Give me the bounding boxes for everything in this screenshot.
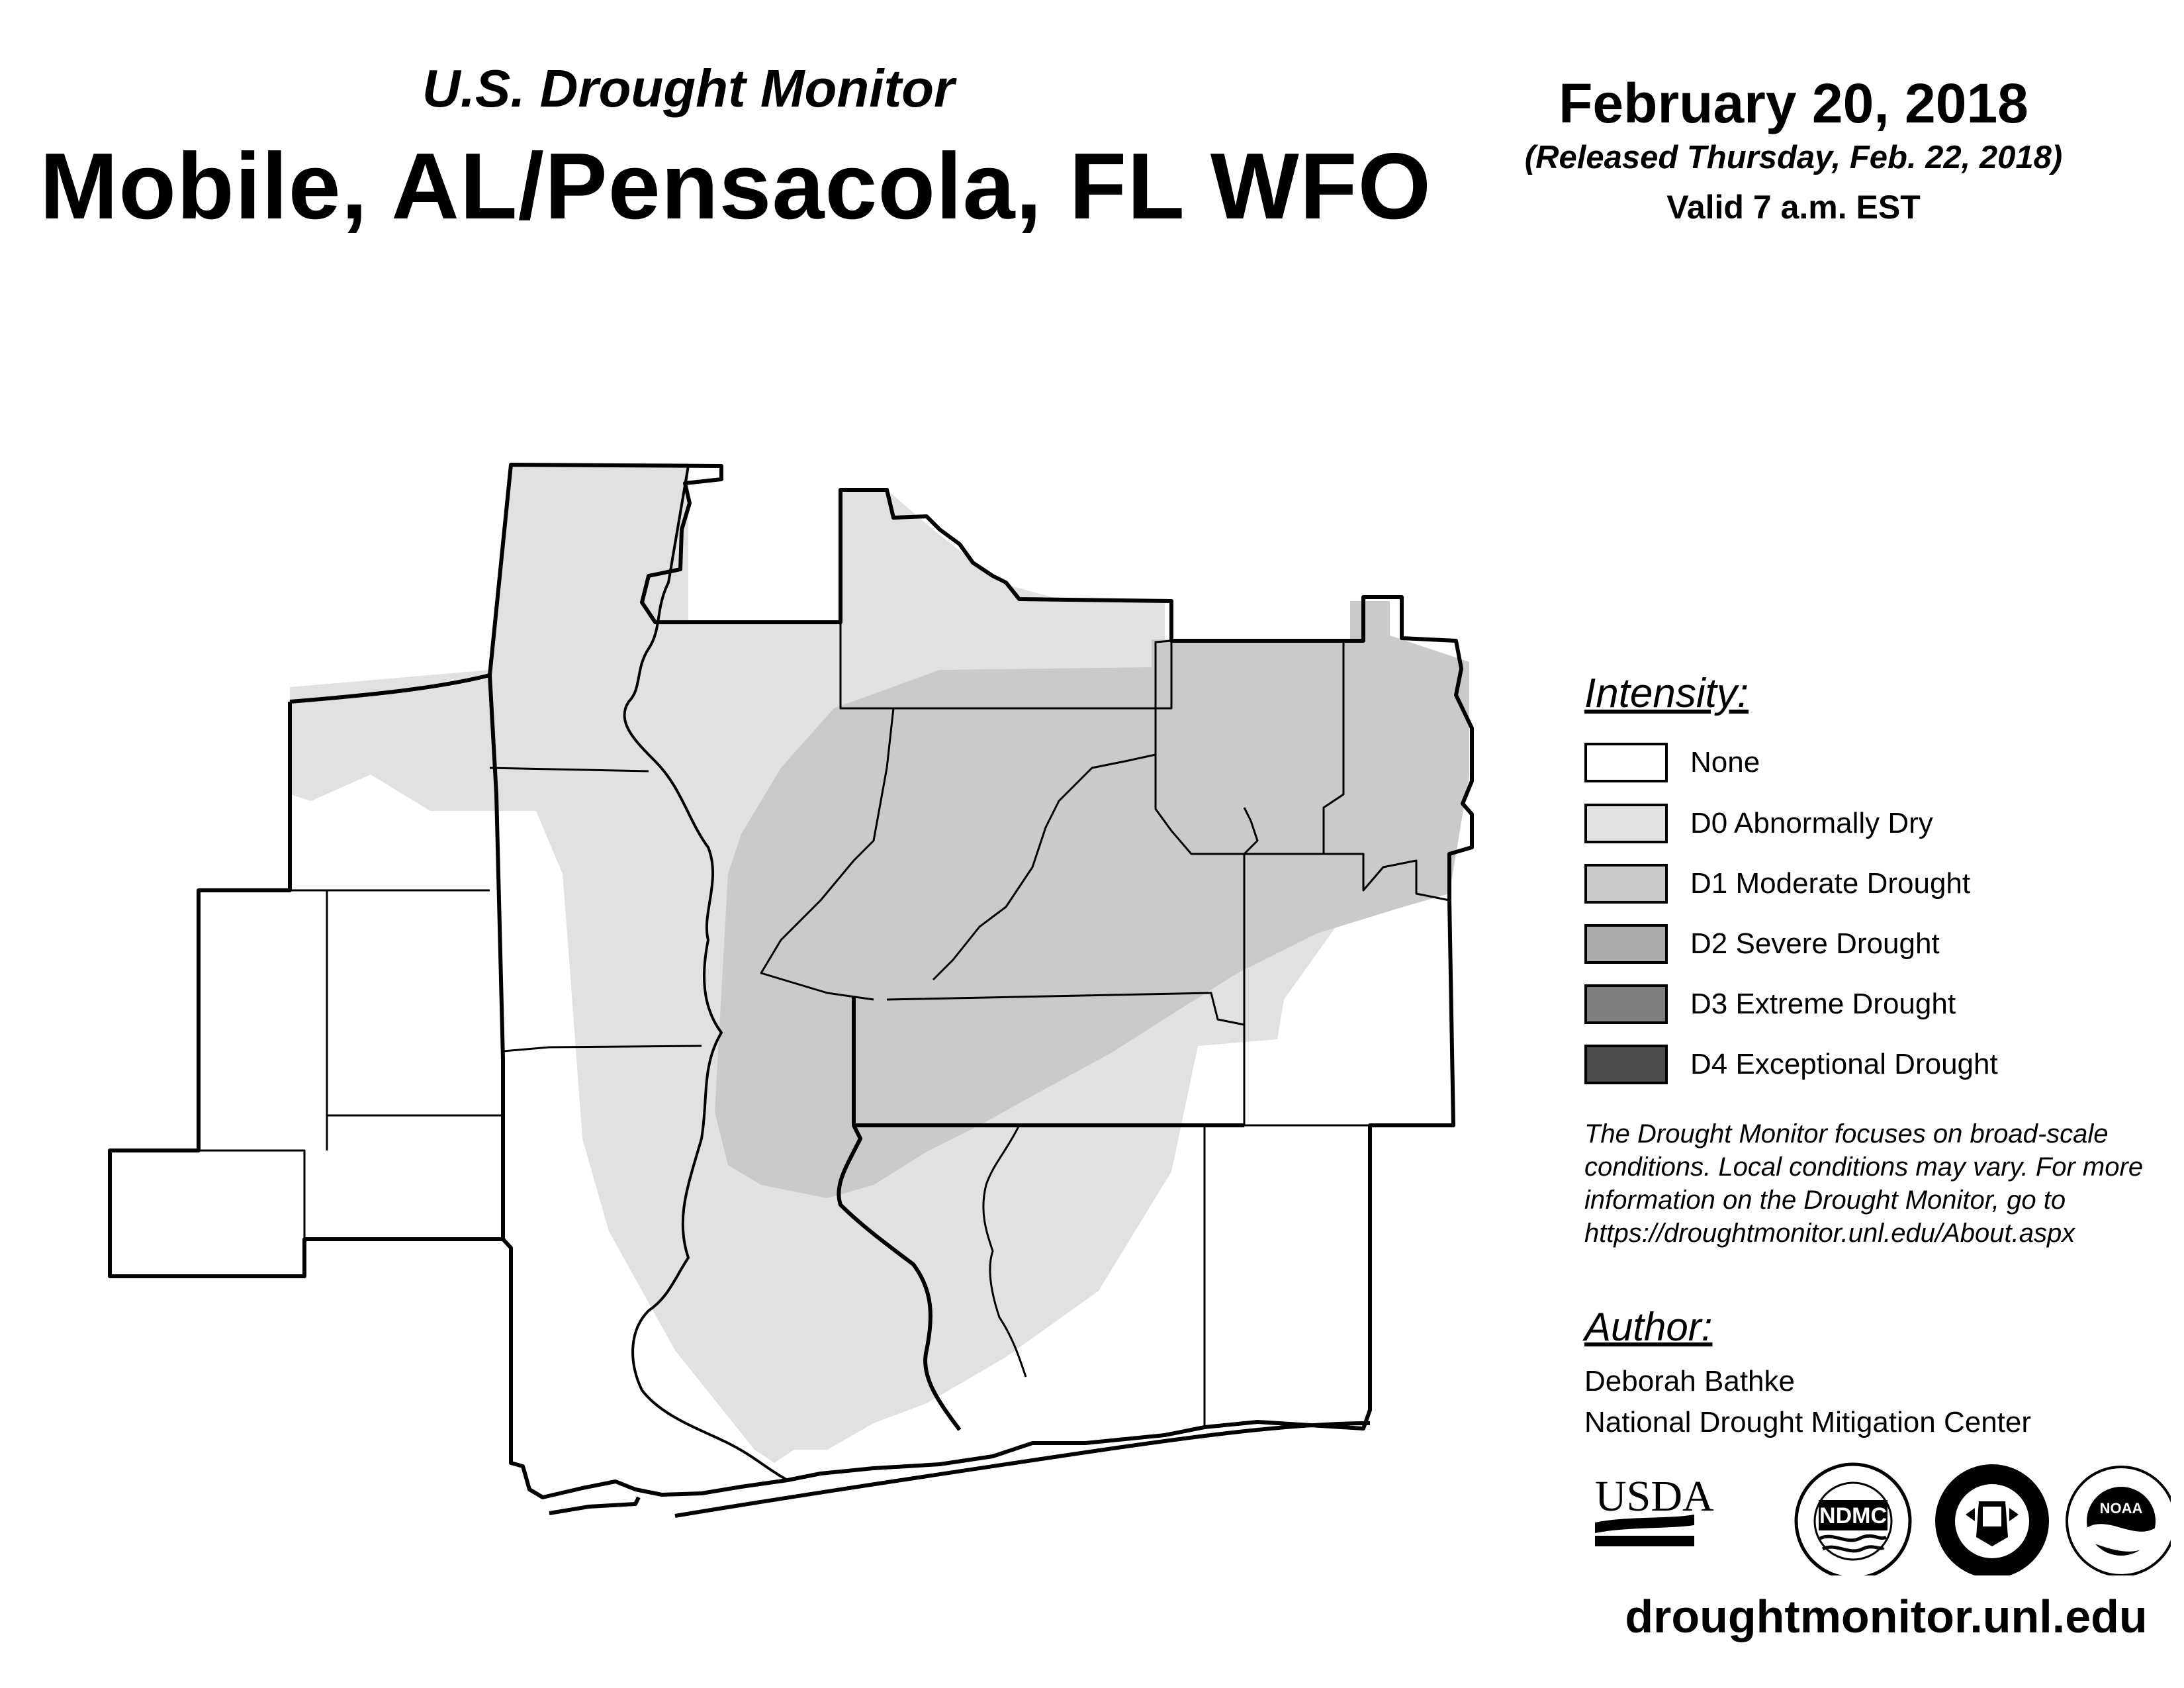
release-date: (Released Thursday, Feb. 22, 2018) (1524, 140, 2063, 175)
legend-swatch (1584, 804, 1668, 843)
usda-text: USDA (1595, 1472, 1714, 1521)
legend-title: Intensity: (1584, 671, 1749, 716)
legend-item-d3 (1584, 983, 1956, 1025)
legend-label: D4 Exceptional Drought (1690, 1048, 1998, 1080)
legend-item-d2 (1584, 923, 1940, 965)
legend-item-d0 (1584, 802, 1933, 845)
legend-label: None (1690, 746, 1760, 778)
drought-map (99, 457, 1522, 1542)
legend-label: D2 Severe Drought (1690, 927, 1940, 960)
website-url[interactable]: droughtmonitor.unl.edu (1625, 1591, 2148, 1642)
legend-item-d4 (1584, 1043, 1998, 1086)
noaa-logo (2067, 1467, 2171, 1575)
disclaimer-note: The Drought Monitor focuses on broad-scale conditions. Local conditions may vary. For more information on the Drought Monitor, go to https://droughtmonitor.unl.edu/About.aspx (1584, 1119, 2144, 1248)
legend-swatch (1584, 864, 1668, 904)
legend-item-none (1584, 741, 1760, 784)
legend-label: D3 Extreme Drought (1690, 988, 1956, 1020)
legend-swatch (1584, 1045, 1668, 1084)
doc-seal-logo (1935, 1464, 2049, 1575)
author-name: Deborah Bathke (1584, 1365, 1795, 1397)
ndmc-logo (1796, 1464, 1910, 1575)
legend-swatch (1584, 984, 1668, 1024)
usda-logo (1595, 1472, 1714, 1546)
legend-swatch (1584, 924, 1668, 964)
map-subtitle: U.S. Drought Monitor (422, 59, 955, 118)
ndmc-text: NDMC (1819, 1503, 1887, 1528)
map-title: Mobile, AL/Pensacola, FL WFO (40, 134, 1432, 239)
map-date: February 20, 2018 (1559, 72, 2028, 134)
legend-item-d1 (1584, 863, 1970, 905)
author-title: Author: (1584, 1305, 1713, 1349)
legend-label: D1 Moderate Drought (1690, 867, 1971, 900)
partner-logos (1588, 1456, 2171, 1575)
legend-label: D0 Abnormally Dry (1690, 807, 1933, 839)
noaa-text: NOAA (2099, 1500, 2143, 1517)
valid-time: Valid 7 a.m. EST (1666, 189, 1921, 226)
legend-swatch (1584, 743, 1668, 782)
author-org: National Drought Mitigation Center (1584, 1406, 2032, 1438)
